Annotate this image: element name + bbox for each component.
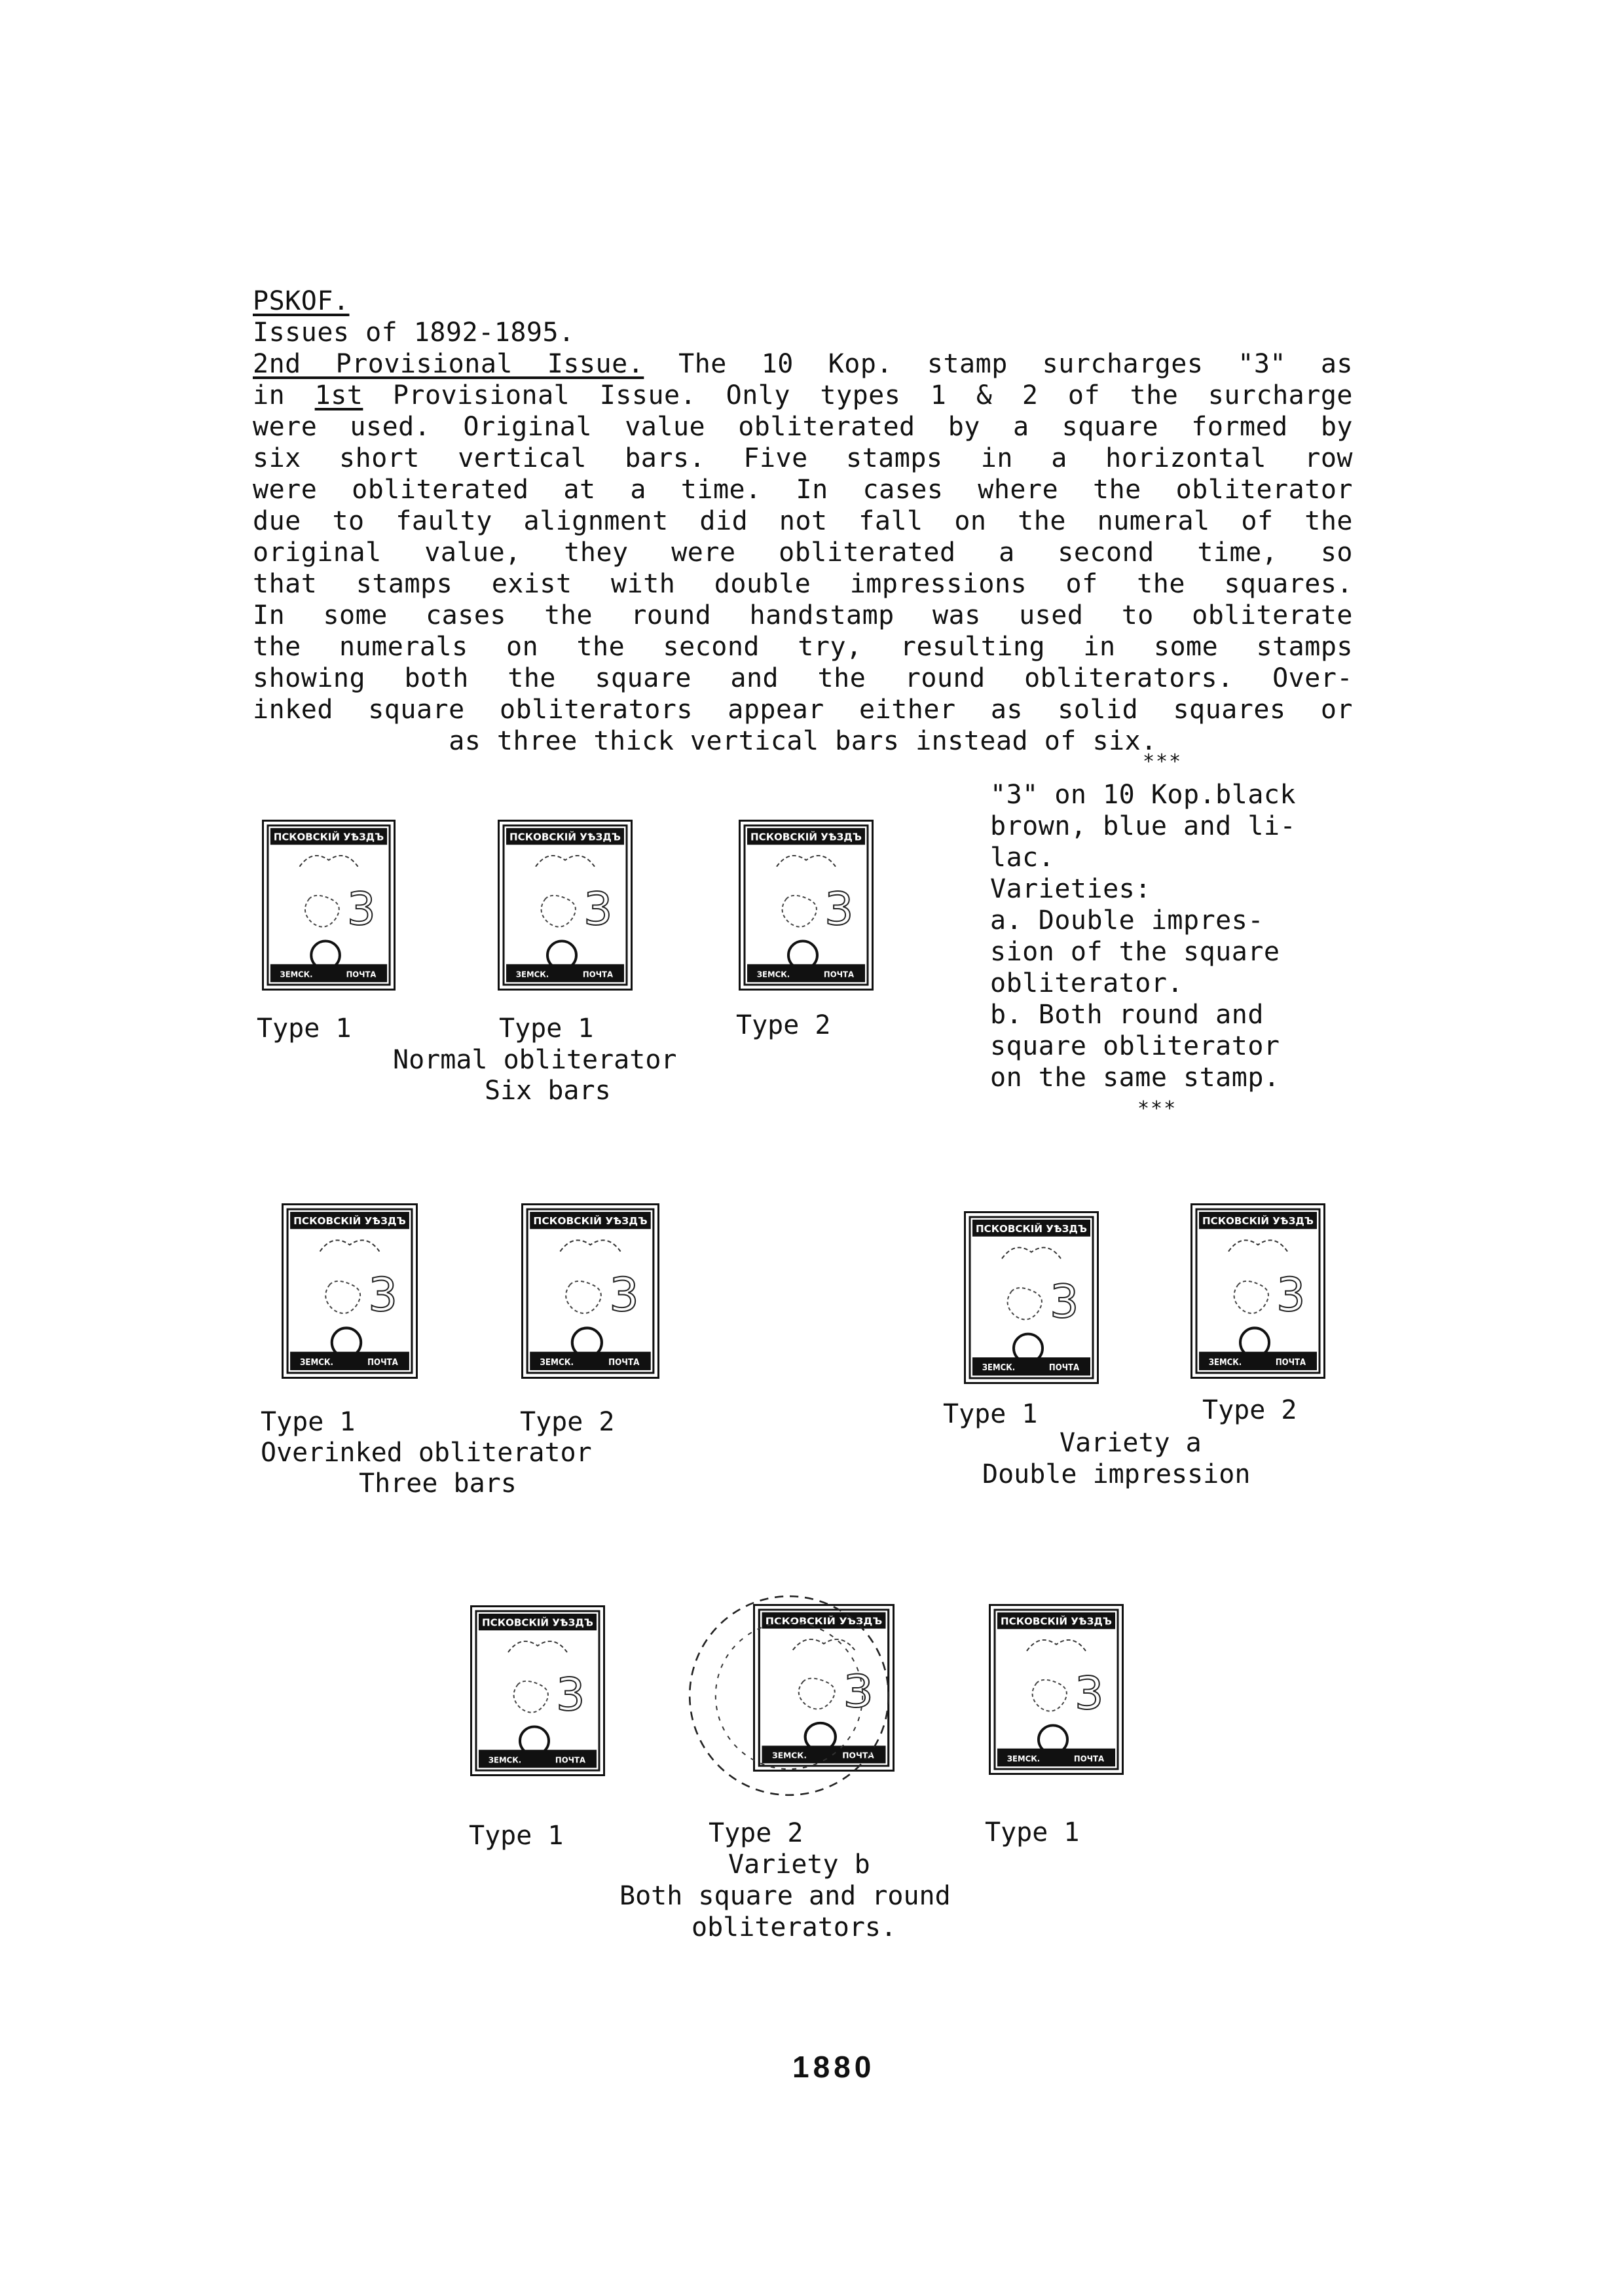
svg-text:ПОЧТА: ПОЧТА — [582, 970, 614, 980]
body-paragraph — [253, 348, 1353, 757]
side-note — [990, 779, 1344, 1125]
group-caption: Six bars — [485, 1076, 611, 1106]
stamp-type-label: Type 2 — [736, 1010, 831, 1040]
stamp-image — [739, 820, 874, 991]
paragraph-line: due to faulty alignment did not fall on the numeral of the — [253, 506, 1353, 536]
side-note-line: a. Double impres- — [990, 905, 1264, 936]
paragraph-line-2-rest: Provisional Issue. Only types 1 & 2 of the surcharge — [363, 380, 1353, 410]
svg-text:ЗЕМСК.: ЗЕМСК. — [982, 1363, 1016, 1374]
round-postmark — [681, 1588, 897, 1804]
svg-text:ЗЕМСК.: ЗЕМСК. — [756, 970, 790, 980]
svg-text:ПСКОВСКІЙ УѢЗДЪ: ПСКОВСКІЙ УѢЗДЪ — [1001, 1615, 1112, 1628]
side-note-line: square obliterator — [990, 1031, 1280, 1061]
stamp-type-label: Type 1 — [499, 1013, 594, 1044]
group-caption: obliterators. — [692, 1912, 897, 1942]
group-caption: Variety a — [1060, 1428, 1202, 1458]
group-caption: Overinked obliterator — [261, 1438, 592, 1468]
svg-text:ЗЕМСК.: ЗЕМСК. — [771, 1751, 807, 1761]
svg-text:ПСКОВСКІЙ УѢЗДЪ: ПСКОВСКІЙ УѢЗДЪ — [273, 831, 384, 843]
page-heading: PSKOF. — [253, 286, 350, 316]
paragraph-line: were used. Original value obliterated by a square formed by — [253, 412, 1353, 442]
svg-text:ПОЧТА: ПОЧТА — [842, 1751, 874, 1761]
provisional-issue-heading: 2nd Provisional Issue. — [253, 349, 644, 379]
side-note-line: brown, blue and li- — [990, 811, 1297, 841]
svg-text:3: 3 — [609, 1267, 639, 1322]
svg-text:3: 3 — [843, 1666, 874, 1718]
svg-text:ЗЕМСК.: ЗЕМСК. — [1208, 1357, 1242, 1368]
paragraph-line-2-underlined: 1st — [314, 380, 363, 410]
group-caption: Both square and round — [619, 1881, 951, 1911]
paragraph-line: that stamps exist with double impressions of the squares. — [253, 569, 1353, 599]
svg-text:ЗЕМСК.: ЗЕМСК. — [280, 970, 313, 980]
svg-text:ПОЧТА: ПОЧТА — [1073, 1754, 1105, 1764]
stamp-image — [470, 1605, 605, 1776]
svg-text:3: 3 — [1050, 1275, 1079, 1328]
page-number: 1880 — [792, 2050, 876, 2084]
svg-text:3: 3 — [368, 1267, 398, 1322]
svg-text:ЗЕМСК.: ЗЕМСК. — [540, 1357, 574, 1368]
svg-text:ЗЕМСК.: ЗЕМСК. — [515, 970, 549, 980]
stamp-type-label: Type 2 — [709, 1818, 803, 1848]
svg-text:ПСКОВСКІЙ УѢЗДЪ: ПСКОВСКІЙ УѢЗДЪ — [293, 1215, 407, 1228]
stamp-type-label: Type 1 — [257, 1013, 352, 1044]
svg-text:3: 3 — [1276, 1267, 1306, 1322]
side-note-line: obliterator. — [990, 968, 1183, 998]
svg-text:3: 3 — [824, 883, 854, 936]
side-note-line: sion of the square — [990, 937, 1280, 967]
paragraph-line: the numerals on the second try, resulting in some stamps — [253, 632, 1353, 662]
stamp-image — [521, 1203, 659, 1379]
svg-text:ПСКОВСКІЙ УѢЗДЪ: ПСКОВСКІЙ УѢЗДЪ — [482, 1616, 593, 1629]
stamp-image — [262, 820, 396, 991]
svg-text:ПСКОВСКІЙ УѢЗДЪ: ПСКОВСКІЙ УѢЗДЪ — [750, 831, 862, 843]
svg-text:ПСКОВСКІЙ УѢЗДЪ: ПСКОВСКІЙ УѢЗДЪ — [533, 1215, 648, 1228]
paragraph-line-1 — [253, 348, 1353, 380]
stamp-type-label: Type 1 — [985, 1817, 1080, 1848]
section-separator: *** — [1143, 750, 1183, 773]
svg-text:3: 3 — [583, 883, 613, 936]
stamp-image — [282, 1203, 418, 1379]
stamp-type-label: Type 2 — [1202, 1395, 1297, 1425]
side-note-line: b. Both round and — [990, 1000, 1264, 1030]
stamp-type-label: Type 2 — [520, 1407, 615, 1437]
paragraph-line: In some cases the round handstamp was used to obliterate — [253, 600, 1353, 630]
paragraph-last-line: as three thick vertical bars instead of six. — [449, 726, 1157, 756]
svg-text:ПСКОВСКІЙ УѢЗДЪ: ПСКОВСКІЙ УѢЗДЪ — [1202, 1215, 1302, 1228]
side-note-end: *** — [1137, 1097, 1177, 1120]
svg-text:ЗЕМСК.: ЗЕМСК. — [488, 1755, 522, 1766]
svg-text:3: 3 — [346, 883, 376, 936]
svg-text:ПСКОВСКІЙ УѢЗДЪ: ПСКОВСКІЙ УѢЗДЪ — [976, 1222, 1087, 1235]
svg-text:ПОЧТА: ПОЧТА — [346, 970, 377, 980]
stamp-image — [964, 1211, 1099, 1384]
paragraph-line: were obliterated at a time. In cases where the obliterator — [253, 475, 1353, 505]
paragraph-line-2-pre: in — [253, 380, 315, 410]
stamp-image — [989, 1604, 1124, 1775]
side-note-line: Varieties: — [990, 874, 1151, 904]
issues-line: Issues of 1892-1895. — [253, 318, 575, 348]
group-caption: Normal obliterator — [393, 1045, 677, 1075]
group-caption: Variety b — [728, 1850, 870, 1880]
svg-text:ПОЧТА: ПОЧТА — [608, 1357, 640, 1368]
paragraph-line: showing both the square and the round obliterators. Over- — [253, 663, 1353, 693]
svg-text:ПОЧТА: ПОЧТА — [555, 1755, 586, 1766]
stamp-image — [498, 820, 633, 991]
svg-text:ПОЧТА: ПОЧТА — [823, 970, 855, 980]
stamp-type-label: Type 1 — [261, 1407, 356, 1437]
paragraph-line-1-text: The 10 Kop. stamp surcharges "3" as — [644, 349, 1354, 379]
svg-text:3: 3 — [556, 1669, 585, 1721]
paragraph-line: original value, they were obliterated a second time, so — [253, 538, 1353, 568]
svg-text:ЗЕМСК.: ЗЕМСК. — [299, 1357, 334, 1368]
stamp-type-label: Type 1 — [943, 1399, 1038, 1429]
stamp-image — [1190, 1203, 1325, 1379]
svg-text:ЗЕМСК.: ЗЕМСК. — [1006, 1754, 1041, 1764]
side-note-line: on the same stamp. — [990, 1063, 1280, 1093]
svg-text:ПОЧТА: ПОЧТА — [367, 1357, 398, 1368]
side-note-line: lac. — [990, 843, 1055, 873]
svg-text:ПСКОВСКІЙ УѢЗДЪ: ПСКОВСКІЙ УѢЗДЪ — [509, 831, 621, 843]
svg-text:3: 3 — [1075, 1667, 1104, 1720]
svg-text:ПОЧТА: ПОЧТА — [1048, 1363, 1080, 1374]
group-caption: Three bars — [359, 1468, 517, 1499]
paragraph-line: inked square obliterators appear either as solid squares or — [253, 695, 1353, 725]
svg-text:ПОЧТА: ПОЧТА — [1275, 1357, 1306, 1368]
paragraph-line: six short vertical bars. Five stamps in a horizontal row — [253, 443, 1353, 473]
side-note-line: "3" on 10 Kop.black — [990, 780, 1297, 810]
stamp-type-label: Type 1 — [469, 1821, 564, 1851]
group-caption: Double impression — [982, 1459, 1251, 1489]
paragraph-line-2 — [253, 380, 1353, 411]
svg-text:ПСКОВСКІЙ УѢЗДЪ: ПСКОВСКІЙ УѢЗДЪ — [765, 1615, 883, 1627]
